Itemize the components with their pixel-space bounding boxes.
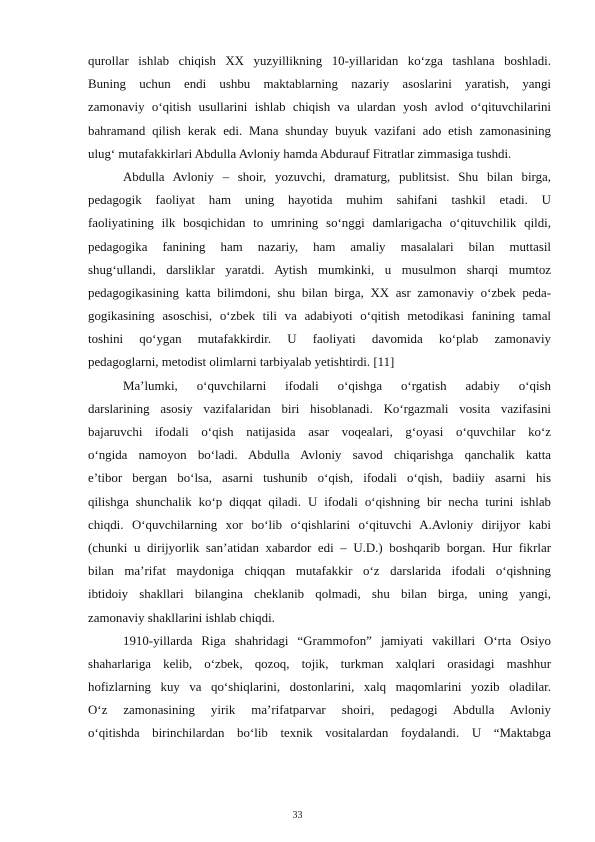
document-body — [88, 50, 551, 746]
text-line: O‘z zamonasining yirik ma’rifatparvar shoiri, pedagogi Abdulla Avloniy — [88, 703, 551, 718]
text-line: darslarining asosiy vazifalaridan biri hisoblanadi. Ko‘rgazmali vosita vazifasini — [88, 401, 551, 416]
text-line: e’tibor bergan bo‘lsa, asarni tushunib o‘qish, ifodali o‘qish, badiiy asarni his — [88, 471, 551, 486]
text-line: qurollar ishlab chiqish XX yuzyillikning 10-yillaridan ko‘zga tashlana boshladi. — [88, 54, 551, 68]
text-line: toshini qo‘ygan mutafakkirdir. U faoliyati davomida ko‘plab zamonaviy — [88, 332, 551, 347]
text-line: pedagogika fanining ham nazariy, ham amaliy masalalari bilan muttasil — [88, 239, 551, 254]
paragraph — [88, 630, 551, 746]
text-line: pedagogik faoliyat ham uning hayotida muhim sahifani tashkil etadi. U — [88, 193, 551, 208]
text-line: (chunki u dirijyorlik san’atidan xabardor edi – U.D.) boshqarib borgan. Hur fikrlar — [88, 540, 551, 555]
text-line: ibtidoiy shakllari bilangina cheklanib qolmadi, shu bilan birga, uning yangi, — [88, 587, 551, 602]
text-line: bilan ma’rifat maydoniga chiqqan mutafakkir o‘z darslarida ifodali o‘qishning — [88, 564, 551, 579]
text-line: shaharlariga kelib, o‘zbek, qozoq, tojik, turkman xalqlari orasidagi mashhur — [88, 656, 551, 671]
text-line: o‘qitishda birinchilardan bo‘lib texnik vositalardan foydalandi. U “Maktabga — [88, 726, 551, 741]
text-line: bajaruvchi ifodali o‘qish natijasida asar voqealari, g‘oyasi o‘quvchilar ko‘z — [88, 425, 551, 439]
text-line: Ma’lumki, o‘quvchilarni ifodali o‘qishga o‘rgatish adabiy o‘qish — [123, 378, 551, 393]
paragraph — [88, 166, 551, 375]
paragraph — [88, 50, 551, 166]
text-line: 1910-yillarda Riga shahridagi “Grammofon” jamiyati vakillari O‘rta Osiyo — [123, 633, 551, 648]
paragraph — [88, 375, 551, 630]
text-line: pedagoglarni, metodist olimlarni tarbiyalab yetishtirdi. [11] — [88, 355, 395, 370]
text-line: faoliyatining ilk bosqichidan to umrining so‘nggi damlarigacha o‘qituvchilik qildi, — [88, 216, 551, 231]
text-line: hofizlarning kuy va qo‘shiqlarini, dostonlarini, xalq maqomlarini yozib oladilar. — [88, 680, 551, 695]
text-line: bahramand qilish kerak edi. Mana shunday buyuk vazifani ado etish zamonasining — [88, 123, 551, 138]
page-number: 33 — [292, 810, 303, 821]
text-line: zamonaviy o‘qitish usullarini ishlab chiqish va ulardan yosh avlod o‘qituvchilarini — [88, 100, 551, 115]
text-line: Buning uchun endi ushbu maktablarning nazariy asoslarini yaratish, yangi — [88, 77, 551, 92]
text-line: pedagogikasining katta bilimdoni, shu bilan birga, XX asr zamonaviy o‘zbek peda- — [88, 285, 551, 300]
text-line: qilishga shunchalik ko‘p diqqat qiladi. U ifodali o‘qishning bir necha turini ishlab — [88, 494, 551, 509]
text-line: zamonaviy shakllarini ishlab chiqdi. — [88, 610, 275, 625]
text-line: shug‘ullandi, darsliklar yaratdi. Aytish mumkinki, u musulmon sharqi mumtoz — [88, 262, 551, 277]
text-line: ulug‘ mutafakkirlari Abdulla Avloniy hamda Abdurauf Fitratlar zimmasiga tushdi. — [88, 146, 512, 161]
text-line: gogikasining asoschisi, o‘zbek tili va adabiyoti o‘qitish metodikasi fanining tamal — [88, 309, 551, 324]
text-line: o‘ngida namoyon bo‘ladi. Abdulla Avloniy savod chiqarishga qanchalik katta — [88, 448, 551, 463]
text-line: chiqdi. O‘quvchilarning xor bo‘lib o‘qishlarini o‘qituvchi A.Avloniy dirijyor kabi — [88, 517, 551, 532]
text-line: Abdulla Avloniy – shoir, yozuvchi, dramaturg, publitsist. Shu bilan birga, — [123, 169, 551, 184]
